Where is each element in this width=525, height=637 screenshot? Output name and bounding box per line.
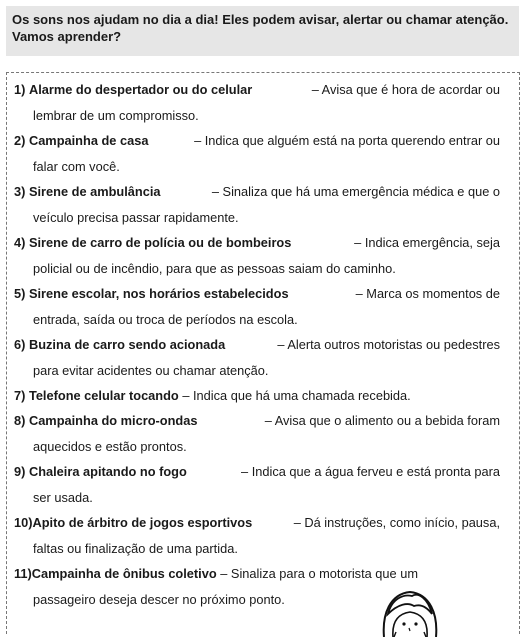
intro-line-1: Os sons nos ajudam no dia a dia! Eles podem avisar, alertar ou chamar atenção. [12, 12, 509, 27]
item-description: – Indica que alguém está na porta querendo entrar ou [194, 133, 500, 148]
item-term: Chaleira apitando no fogo [28, 464, 187, 479]
item-term: Campainha de casa [28, 133, 149, 148]
item-number: 9) [14, 464, 26, 479]
item-term: Campainha de ônibus coletivo [31, 566, 217, 581]
item-continuation: policial ou de incêndio, para que as pessoas saiam do caminho. [33, 260, 396, 276]
item-number: 2) [14, 133, 26, 148]
item-continuation: entrada, saída ou troca de períodos na escola. [33, 311, 298, 327]
item-continuation: veículo precisa passar rapidamente. [33, 209, 239, 225]
item-continuation: aquecidos e estão prontos. [33, 438, 187, 454]
list-item [14, 281, 514, 332]
item-number: 8) [14, 413, 26, 428]
item-description: – Avisa que o alimento ou a bebida foram [264, 413, 500, 428]
item-number: 5) [14, 286, 26, 301]
item-number: 10) [14, 515, 33, 530]
item-description: – Indica que a água ferveu e está pronta para [241, 464, 500, 479]
item-term: Buzina de carro sendo acionada [28, 337, 226, 352]
item-continuation: faltas ou finalização de uma partida. [33, 540, 238, 556]
intro-line-2: Vamos aprender? [12, 29, 122, 44]
list-item [14, 510, 514, 561]
item-term: Sirene de ambulância [28, 184, 161, 199]
list-item [14, 408, 514, 459]
item-description: – Marca os momentos de [355, 286, 500, 301]
item-number: 6) [14, 337, 26, 352]
item-term: Telefone celular tocando [28, 388, 179, 403]
item-term: Sirene escolar, nos horários estabelecidos [28, 286, 289, 301]
list-item [14, 383, 514, 409]
item-continuation: passageiro deseja descer no próximo ponto. [33, 591, 285, 607]
item-description: – Alerta outros motoristas ou pedestres [277, 337, 500, 352]
item-description: – Dá instruções, como início, pausa, [293, 515, 500, 530]
list-item [14, 332, 514, 383]
item-continuation: ser usada. [33, 489, 93, 505]
item-number: 7) [14, 388, 26, 403]
item-number: 11) [14, 566, 32, 581]
item-number: 1) [14, 82, 26, 97]
list-item [14, 128, 514, 179]
item-continuation: falar com você. [33, 158, 120, 174]
item-description: – Indica que há uma chamada recebida. [182, 388, 411, 403]
list-item [14, 179, 514, 230]
item-continuation: lembrar de um compromisso. [33, 107, 199, 123]
item-description: – Sinaliza que há uma emergência médica e que o [211, 184, 500, 199]
list-item [14, 230, 514, 281]
item-number: 4) [14, 235, 26, 250]
item-term: Alarme do despertador ou do celular [28, 82, 253, 97]
list-item [14, 77, 514, 128]
item-continuation: para evitar acidentes ou chamar atenção. [33, 362, 269, 378]
item-description: – Indica emergência, seja [354, 235, 500, 250]
item-description: – Sinaliza para o motorista que um [220, 566, 418, 581]
sound-list-box [6, 72, 520, 634]
intro-header [6, 6, 519, 56]
item-term: Sirene de carro de polícia ou de bombeiros [28, 235, 292, 250]
item-term: Campainha do micro-ondas [28, 413, 198, 428]
item-number: 3) [14, 184, 26, 199]
girl-face-illustration [378, 584, 442, 637]
list-item [14, 459, 514, 510]
item-description: – Avisa que é hora de acordar ou [311, 82, 500, 97]
item-term: Apito de árbitro de jogos esportivos [32, 515, 253, 530]
